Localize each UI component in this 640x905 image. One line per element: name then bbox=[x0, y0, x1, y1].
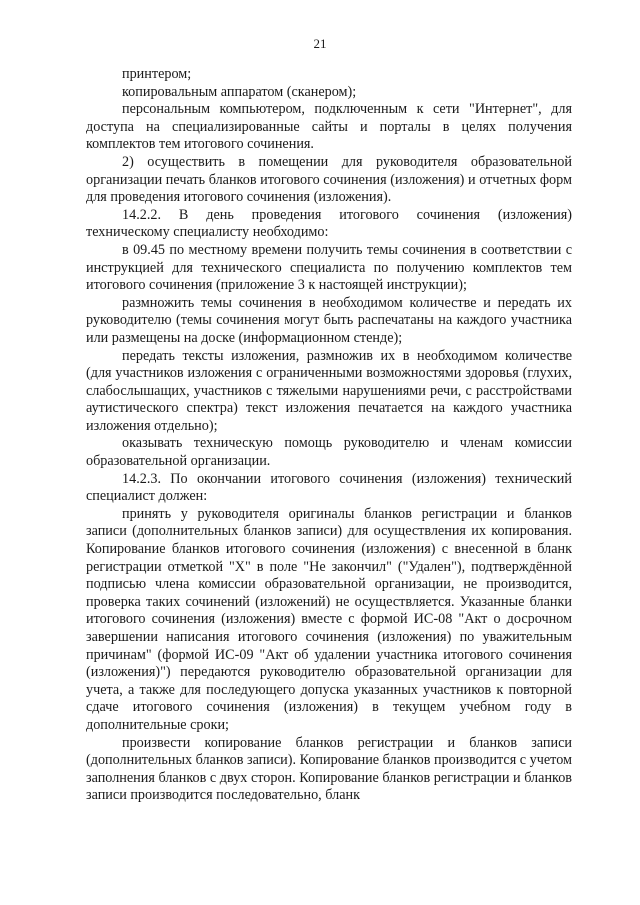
paragraph-section-14-2-3: 14.2.3. По окончании итогового сочинения (изложения) технический специалист должен: bbox=[86, 470, 572, 505]
paragraph-print-forms: 2) осуществить в помещении для руководителя образовательной организации печать бланков итогового сочинения (изложения) и отчетных форм для проведения итогового сочинения (изложения). bbox=[86, 153, 572, 206]
paragraph-tech-help: оказывать техническую помощь руководителю и членам комиссии образовательной организации. bbox=[86, 435, 572, 470]
paragraph-list-item-computer: персональным компьютером, подключенным к сети "Интернет", для доступа на специализированные сайты и порталы в целях получения комплектов тем итогового сочинения. bbox=[86, 101, 572, 153]
paragraph-list-item-printer: принтером; bbox=[122, 66, 192, 82]
page-number: 21 bbox=[313, 36, 327, 51]
paragraph-pass-texts: передать тексты изложения, размножив их в необходимом количестве (для участников изложения с ограниченными возможностями здоровья (глухих, слабослышащих, участников с тяжелыми нарушениями речи, с расстройствами аутистического спектра) текст изложения печатается на каждого участника изложения отдельно); bbox=[86, 347, 572, 434]
document-body bbox=[86, 66, 572, 805]
paragraph-accept-originals: принять у руководителя оригиналы бланков регистрации и бланков записи (дополнительных бланков записи) для осуществления их копирования. Копирование бланков итогового сочинения (изложения) с внесенной в бланк регистрации отметкой "X" в поле "Не закончил" ("Удален"), подтверждённой подписью члена комиссии образовательной организации, не производится, проверка таких сочинений (изложений) не осуществляется. Указанные бланки итогового сочинения (изложения) вместе с формой ИС-08 "Акт о досрочном завершении написания итогового сочинения (изложения) по уважительным причинам" (формой ИС-09 "Акт об удалении участника итогового сочинения (изложения)") передаются руководителю образовательной организации для учета, а также для последующего допуска указанных участников к повторной сдаче итогового сочинения (изложения) в текущем учебном году в дополнительные сроки; bbox=[86, 505, 572, 733]
paragraph-section-14-2-2: 14.2.2. В день проведения итогового сочинения (изложения) техническому специалисту необходимо: bbox=[86, 206, 572, 241]
paragraph-receive-topics: в 09.45 по местному времени получить темы сочинения в соответствии с инструкцией для технического специалиста по получению комплектов тем итогового сочинения (приложение 3 к настоящей инструкции); bbox=[86, 241, 572, 294]
paragraph-list-item-copier: копировальным аппаратом (сканером); bbox=[122, 83, 357, 100]
paragraph-make-copies: произвести копирование бланков регистрации и бланков записи (дополнительных бланков записи). Копирование бланков производится с учетом заполнения бланков с двух сторон. Копирование бланков регистрации и бланков записи производится последовательно, бланк bbox=[86, 734, 572, 804]
paragraph-copy-topics: размножить темы сочинения в необходимом количестве и передать их руководителю (темы сочинения могут быть распечатаны на каждого участника или размещены на доске (информационном стенде); bbox=[86, 294, 572, 346]
